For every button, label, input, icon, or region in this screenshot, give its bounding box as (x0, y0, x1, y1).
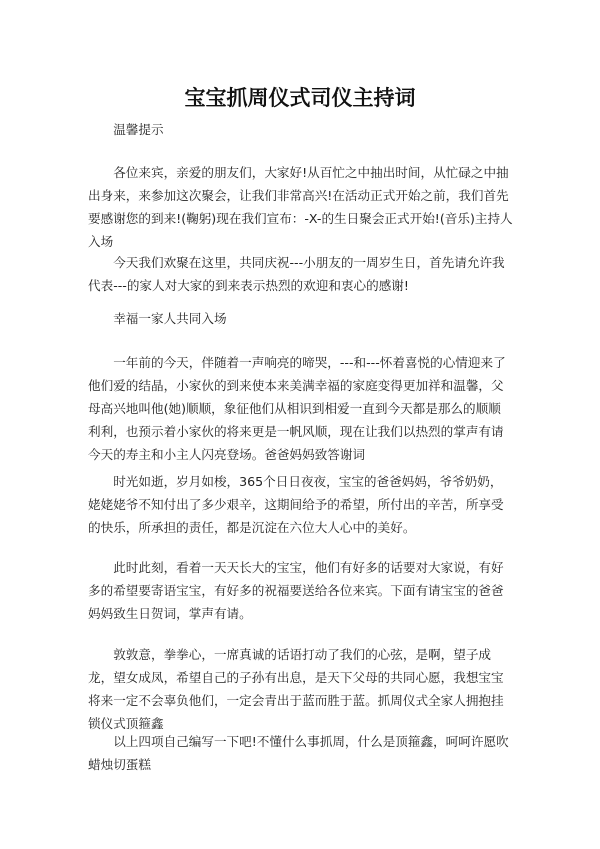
paragraph-text: 此时此刻，看着一天天长大的宝宝，他们有好多的话要对大家说，有好多的希望要寄语宝宝，有好多的祝福要送给各位来宾。下面有请宝宝的爸爸妈妈致生日贺词，掌声有请。 (88, 560, 504, 621)
paragraph-1 (88, 161, 513, 253)
paragraph-text: 以上四项自己编写一下吧!不懂什么事抓周，什么是顶箍鑫，呵呵许愿吹蜡烛切蛋糕 (88, 734, 509, 772)
paragraph-7 (88, 730, 513, 776)
paragraph-text: 各位来宾，亲爱的朋友们，大家好!从百忙之中抽出时间，从忙碌之中抽出身来，来参加这次聚会，让我们非常高兴!在活动正式开始之前，我们首先要感谢您的到来!(鞠躬)现在我们宣布：-X-的生日聚会正式开始!(音乐)主持人入场 (88, 165, 513, 249)
document-title: 宝宝抓周仪式司仪主持词 (184, 86, 416, 110)
paragraph-text: 一年前的今天，伴随着一声响亮的啼哭，---和---怀着喜悦的心情迎来了他们爱的结晶，小家伙的到来使本来美满幸福的家庭变得更加祥和温馨，父母高兴地叫他(她)顺顺，象征他们从相识到相爱一直到今天都是那么的顺顺利利，也预示着小家伙的将来更是一帆风顺，现在让我们以热烈的掌声有请今天的寿主和小主人闪亮登场。爸爸妈妈致答谢词 (88, 355, 506, 462)
section-heading: 温馨提示 (113, 122, 164, 137)
paragraph-text: 敦敦意，拳拳心，一席真诚的话语打动了我们的心弦，是啊，望子成龙，望女成凤，希望自己的子孙有出息，是天下父母的共同心愿，我想宝宝将来一定不会辜负他们，一定会青出于蓝而胜于蓝。抓周仪式全家人拥抱挂锁仪式顶箍鑫 (88, 647, 504, 731)
paragraph-2 (88, 251, 513, 297)
section-tip (88, 118, 513, 141)
paragraph-4 (88, 470, 513, 539)
section-family-entrance (88, 307, 513, 330)
paragraph-6 (88, 643, 513, 735)
paragraph-text: 时光如逝，岁月如梭，365个日日夜夜，宝宝的爸爸妈妈，爷爷奶奶，姥姥姥爷不知付出了多少艰辛，这期间给予的希望，所付出的辛苦，所享受的快乐，所承担的责任，都是沉淀在六位大人心中的美好。 (88, 474, 504, 535)
paragraph-5 (88, 556, 513, 625)
paragraph-3 (88, 351, 513, 466)
section-heading: 幸福一家人共同入场 (113, 311, 227, 326)
paragraph-text: 今天我们欢聚在这里，共同庆祝---小朋友的一周岁生日，首先请允许我代表---的家人对大家的到来表示热烈的欢迎和衷心的感谢! (88, 255, 505, 293)
